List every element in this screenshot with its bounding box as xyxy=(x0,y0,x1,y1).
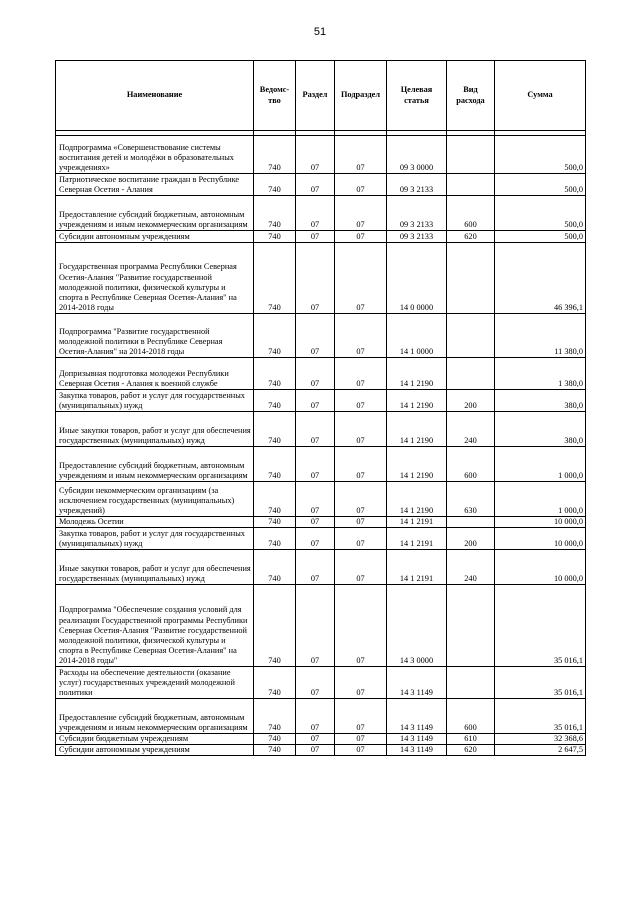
cell-sum: 35 016,1 xyxy=(495,667,586,699)
cell-subsection: 07 xyxy=(335,667,387,699)
table-row xyxy=(56,734,586,745)
cell-expense-type: 600 xyxy=(447,196,495,231)
cell-target: 14 1 2191 xyxy=(387,517,447,528)
cell-expense-type: 200 xyxy=(447,528,495,550)
table-row xyxy=(56,482,586,517)
cell-dept: 740 xyxy=(254,585,296,667)
cell-dept: 740 xyxy=(254,196,296,231)
cell-target: 14 3 1149 xyxy=(387,745,447,756)
cell-name: Молодежь Осетии xyxy=(56,517,254,528)
cell-expense-type xyxy=(447,314,495,358)
cell-subsection: 07 xyxy=(335,447,387,482)
cell-expense-type xyxy=(447,136,495,174)
cell-target: 09 3 2133 xyxy=(387,174,447,196)
table-row xyxy=(56,174,586,196)
cell-sum: 35 016,1 xyxy=(495,585,586,667)
cell-target: 14 3 1149 xyxy=(387,734,447,745)
cell-expense-type: 630 xyxy=(447,482,495,517)
cell-target: 14 3 0000 xyxy=(387,585,447,667)
cell-section: 07 xyxy=(296,447,335,482)
cell-name: Предоставление субсидий бюджетным, автономным учреждениям и иным некоммерческим организациям xyxy=(56,699,254,734)
cell-section: 07 xyxy=(296,550,335,585)
header-dept: Ведомс- тво xyxy=(254,61,296,131)
cell-expense-type: 620 xyxy=(447,231,495,243)
header-section: Раздел xyxy=(296,61,335,131)
cell-sum: 10 000,0 xyxy=(495,550,586,585)
cell-name: Предоставление субсидий бюджетным, автономным учреждениям и иным некоммерческим организациям xyxy=(56,196,254,231)
cell-expense-type xyxy=(447,243,495,314)
cell-name: Подпрограмма "Обеспечение создания условий для реализации Государственной программы Республики Северная Осетия-Алания "Развитие государственной молодежной политики, физической культуры и спорта в Республике Северная Осетия-Алания" на 2014-2018 годы" xyxy=(56,585,254,667)
table-row xyxy=(56,314,586,358)
header-subsection: Подраздел xyxy=(335,61,387,131)
header-row xyxy=(56,61,586,131)
cell-subsection: 07 xyxy=(335,745,387,756)
table-row xyxy=(56,412,586,447)
cell-target: 14 1 2190 xyxy=(387,412,447,447)
cell-expense-type xyxy=(447,585,495,667)
cell-dept: 740 xyxy=(254,734,296,745)
table-row xyxy=(56,390,586,412)
header-expense-type: Вид расхода xyxy=(447,61,495,131)
cell-target: 14 1 2190 xyxy=(387,358,447,390)
cell-sum: 2 647,5 xyxy=(495,745,586,756)
cell-target: 14 1 2190 xyxy=(387,390,447,412)
cell-subsection: 07 xyxy=(335,585,387,667)
cell-sum: 32 368,6 xyxy=(495,734,586,745)
cell-subsection: 07 xyxy=(335,528,387,550)
table-row xyxy=(56,231,586,243)
cell-name: Патриотическое воспитание граждан в Республике Северная Осетия - Алания xyxy=(56,174,254,196)
cell-name: Подпрограмма "Развитие государственной молодежной политики в Республике Северная Осетия-Алания" на 2014-2018 годы xyxy=(56,314,254,358)
budget-table xyxy=(55,60,586,756)
cell-target: 14 3 1149 xyxy=(387,667,447,699)
cell-expense-type: 600 xyxy=(447,447,495,482)
cell-expense-type: 200 xyxy=(447,390,495,412)
cell-subsection: 07 xyxy=(335,196,387,231)
cell-sum: 500,0 xyxy=(495,136,586,174)
header-target: Целевая статья xyxy=(387,61,447,131)
cell-sum: 500,0 xyxy=(495,196,586,231)
cell-dept: 740 xyxy=(254,699,296,734)
cell-dept: 740 xyxy=(254,174,296,196)
cell-sum: 10 000,0 xyxy=(495,517,586,528)
cell-target: 14 0 0000 xyxy=(387,243,447,314)
cell-subsection: 07 xyxy=(335,314,387,358)
cell-sum: 380,0 xyxy=(495,412,586,447)
cell-target: 14 1 2190 xyxy=(387,482,447,517)
cell-section: 07 xyxy=(296,174,335,196)
cell-dept: 740 xyxy=(254,390,296,412)
cell-sum: 11 380,0 xyxy=(495,314,586,358)
cell-target: 14 1 2191 xyxy=(387,528,447,550)
cell-subsection: 07 xyxy=(335,174,387,196)
cell-expense-type: 620 xyxy=(447,745,495,756)
cell-dept: 740 xyxy=(254,447,296,482)
cell-dept: 740 xyxy=(254,358,296,390)
cell-name: Иные закупки товаров, работ и услуг для обеспечения государственных (муниципальных) нужд xyxy=(56,412,254,447)
cell-target: 14 1 0000 xyxy=(387,314,447,358)
cell-name: Иные закупки товаров, работ и услуг для обеспечения государственных (муниципальных) нужд xyxy=(56,550,254,585)
cell-subsection: 07 xyxy=(335,517,387,528)
table-row xyxy=(56,358,586,390)
cell-sum: 10 000,0 xyxy=(495,528,586,550)
cell-subsection: 07 xyxy=(335,136,387,174)
table-row xyxy=(56,196,586,231)
cell-section: 07 xyxy=(296,667,335,699)
cell-dept: 740 xyxy=(254,667,296,699)
cell-dept: 740 xyxy=(254,745,296,756)
cell-dept: 740 xyxy=(254,517,296,528)
cell-expense-type xyxy=(447,667,495,699)
cell-section: 07 xyxy=(296,412,335,447)
table-row xyxy=(56,136,586,174)
cell-target: 09 3 0000 xyxy=(387,136,447,174)
cell-section: 07 xyxy=(296,585,335,667)
cell-target: 14 3 1149 xyxy=(387,699,447,734)
cell-sum: 380,0 xyxy=(495,390,586,412)
cell-subsection: 07 xyxy=(335,734,387,745)
cell-expense-type xyxy=(447,358,495,390)
table-row xyxy=(56,243,586,314)
cell-name: Субсидии некоммерческим организациям (за исключением государственных (муниципальных) учреждений) xyxy=(56,482,254,517)
cell-dept: 740 xyxy=(254,231,296,243)
table-row xyxy=(56,585,586,667)
cell-section: 07 xyxy=(296,358,335,390)
table-body xyxy=(56,131,586,756)
cell-section: 07 xyxy=(296,314,335,358)
cell-name: Закупка товаров, работ и услуг для государственных (муниципальных) нужд xyxy=(56,390,254,412)
cell-expense-type: 240 xyxy=(447,550,495,585)
cell-subsection: 07 xyxy=(335,358,387,390)
cell-dept: 740 xyxy=(254,314,296,358)
table-row xyxy=(56,528,586,550)
table-row xyxy=(56,517,586,528)
cell-name: Закупка товаров, работ и услуг для государственных (муниципальных) нужд xyxy=(56,528,254,550)
table-row xyxy=(56,699,586,734)
cell-name: Субсидии бюджетным учреждениям xyxy=(56,734,254,745)
cell-subsection: 07 xyxy=(335,231,387,243)
cell-subsection: 07 xyxy=(335,390,387,412)
cell-section: 07 xyxy=(296,517,335,528)
cell-subsection: 07 xyxy=(335,243,387,314)
cell-dept: 740 xyxy=(254,412,296,447)
cell-name: Государственная программа Республики Северная Осетия-Алания "Развитие государственной молодежной политики, физической культуры и спорта в Республике Северная Осетия-Алания" на 2014-2018 годы xyxy=(56,243,254,314)
cell-section: 07 xyxy=(296,734,335,745)
cell-sum: 1 000,0 xyxy=(495,447,586,482)
cell-expense-type: 600 xyxy=(447,699,495,734)
cell-section: 07 xyxy=(296,136,335,174)
cell-subsection: 07 xyxy=(335,412,387,447)
header-sum: Сумма xyxy=(495,61,586,131)
table-row xyxy=(56,745,586,756)
cell-section: 07 xyxy=(296,745,335,756)
cell-sum: 46 396,1 xyxy=(495,243,586,314)
cell-target: 14 1 2190 xyxy=(387,447,447,482)
cell-section: 07 xyxy=(296,699,335,734)
cell-dept: 740 xyxy=(254,243,296,314)
cell-name: Субсидии автономным учреждениям xyxy=(56,231,254,243)
cell-expense-type xyxy=(447,174,495,196)
cell-subsection: 07 xyxy=(335,482,387,517)
table-row xyxy=(56,550,586,585)
cell-target: 09 3 2133 xyxy=(387,196,447,231)
cell-sum: 1 000,0 xyxy=(495,482,586,517)
cell-name: Субсидии автономным учреждениям xyxy=(56,745,254,756)
cell-name: Предоставление субсидий бюджетным, автономным учреждениям и иным некоммерческим организациям xyxy=(56,447,254,482)
cell-section: 07 xyxy=(296,482,335,517)
table-row xyxy=(56,447,586,482)
cell-expense-type: 240 xyxy=(447,412,495,447)
cell-name: Допризывная подготовка молодежи Республики Северная Осетия - Алания к военной службе xyxy=(56,358,254,390)
header-name: Наименование xyxy=(56,61,254,131)
table-row xyxy=(56,667,586,699)
page-number: 51 xyxy=(313,26,327,38)
table-header xyxy=(56,61,586,131)
cell-subsection: 07 xyxy=(335,550,387,585)
cell-section: 07 xyxy=(296,196,335,231)
cell-dept: 740 xyxy=(254,528,296,550)
cell-dept: 740 xyxy=(254,482,296,517)
cell-target: 09 3 2133 xyxy=(387,231,447,243)
cell-expense-type: 610 xyxy=(447,734,495,745)
cell-dept: 740 xyxy=(254,136,296,174)
cell-expense-type xyxy=(447,517,495,528)
cell-sum: 500,0 xyxy=(495,231,586,243)
cell-dept: 740 xyxy=(254,550,296,585)
cell-section: 07 xyxy=(296,390,335,412)
cell-sum: 500,0 xyxy=(495,174,586,196)
cell-section: 07 xyxy=(296,243,335,314)
cell-section: 07 xyxy=(296,528,335,550)
cell-target: 14 1 2191 xyxy=(387,550,447,585)
cell-name: Расходы на обеспечение деятельности (оказание услуг) государственных учреждений молодежной политики xyxy=(56,667,254,699)
cell-subsection: 07 xyxy=(335,699,387,734)
cell-sum: 1 380,0 xyxy=(495,358,586,390)
cell-sum: 35 016,1 xyxy=(495,699,586,734)
cell-name: Подпрограмма «Совершенствование системы воспитания детей и молодёжи в образовательных учреждениях» xyxy=(56,136,254,174)
cell-section: 07 xyxy=(296,231,335,243)
